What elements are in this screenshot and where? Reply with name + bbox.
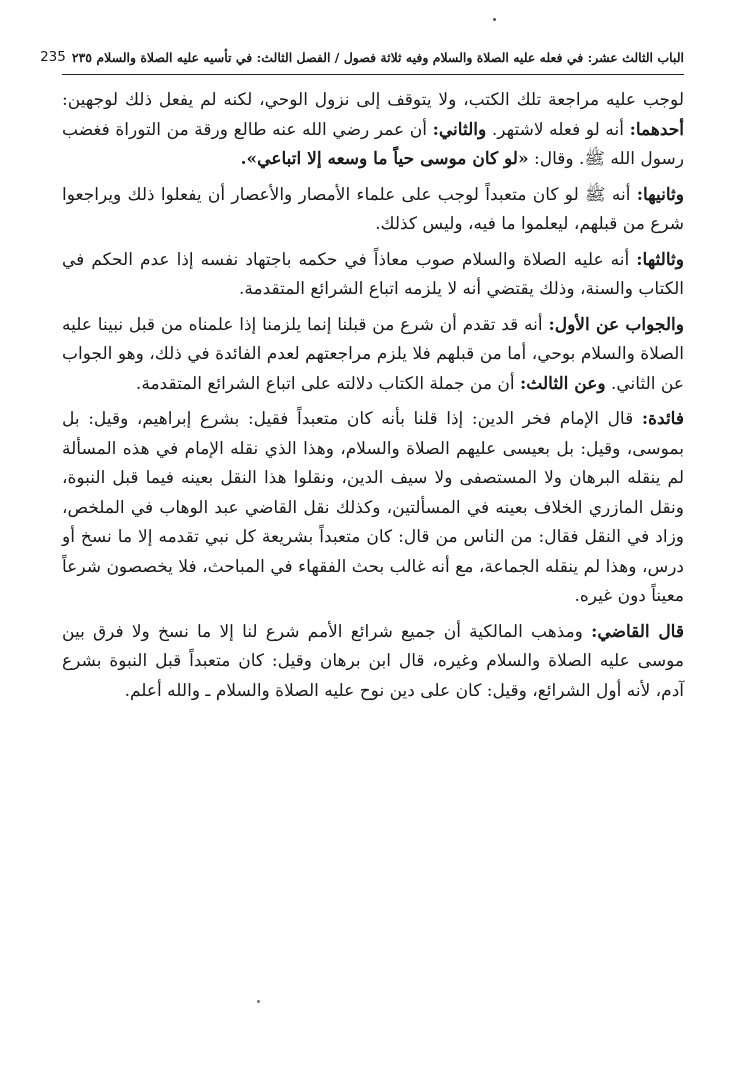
paragraph-lead: قال القاضي: <box>591 621 684 642</box>
paragraph-lead: وعن الثالث: <box>520 373 606 394</box>
page-number: 235 <box>40 49 66 65</box>
paragraph-3 <box>62 246 684 305</box>
paragraph-text: ومذهب المالكية أن جميع شرائع الأمم شرع لنا إلا ما نسخ ولا فرق بين موسى عليه الصلاة والسلام وغيره، قال ابن برهان وقيل: كان متعبداً قبل النبوة بشرع آدم، لأنه أول الشرائع، وقيل: كان على دين نوح عليه الصلاة والسلام ـ والله أعلم. <box>62 621 684 701</box>
paragraph-text: أنه عليه الصلاة والسلام صوب معاذاً في حكمه باجتهاد نفسه إذا عدم الحكم في الكتاب والسنة، وذلك يقتضي أنه لا يلزمه اتباع الشرائع المتقدمة. <box>62 249 684 299</box>
paragraph-5 <box>62 405 684 612</box>
scan-speck <box>257 1000 260 1003</box>
paragraph-lead: فائدة: <box>641 409 684 429</box>
paragraph-text: أن من جملة الكتاب دلالته على اتباع الشرائع المتقدمة. <box>135 373 520 394</box>
running-title: الباب الثالث عشر: في فعله عليه الصلاة والسلام وفيه ثلاثة فصول / الفصل الثالث: في تأسيه عليه الصلاة والسلام ٢٣٥ <box>71 49 684 65</box>
hadith-quote: «لو كان موسى حياً ما وسعه إلا اتباعي». <box>240 149 529 169</box>
paragraph-text: أن عمر رضي الله عنه طالع ورقة من التوراة فغضب رسول الله ﷺ. وقال: <box>62 119 684 169</box>
paragraph-text: أنه ﷺ لو كان متعبداً لوجب على علماء الأمصار والأعصار أن يفعلوا ذلك ويراجعوا شرع من قبلهم، ليعلموا ما فيه، وليس كذلك. <box>62 184 684 234</box>
paragraph-lead: أحدهما: <box>629 119 684 140</box>
body-text <box>62 86 684 712</box>
paragraph-lead: وثانيها: <box>636 184 684 205</box>
page-header <box>40 40 684 75</box>
paragraph-lead: والجواب عن الأول: <box>548 314 684 335</box>
scan-speck <box>493 18 496 21</box>
paragraph-lead: والثاني: <box>432 119 487 140</box>
paragraph-2 <box>62 181 684 240</box>
paragraph-text: لوجب عليه مراجعة تلك الكتب، ولا يتوقف إلى نزول الوحي، لكنه لم يفعل ذلك لوجهين: <box>62 90 684 110</box>
paragraph-lead: وثالثها: <box>636 249 684 270</box>
paragraph-1 <box>62 86 684 175</box>
paragraph-text: قال الإمام فخر الدين: إذا قلنا بأنه كان متعبداً فقيل: بشرع إبراهيم، وقيل: بل بموسى، وقيل: بل بعيسى عليهم الصلاة والسلام، وهذا الذي نقله الإمام في هذه المسألة لم ينقله البرهان ولا المستصفى ولا سيف الدين، ونقلوا هذا النقل بعينه فيما قبل النبوة، ونقل المازري الخلاف بعينه في المسألتين، وكذلك نقل القاضي عبد الوهاب في الملخص، وزاد في النقل فقال: من الناس من قال: كان متعبداً بشريعة كل نبي تقدمه إلا ما نسخ أو درس، وهذا لم ينقله الجماعة، مع أنه غالب بحث الفقهاء في المباحث، فلا يخصصون شرعاً معيناً دون غيره. <box>62 409 684 606</box>
paragraph-6 <box>62 618 684 707</box>
paragraph-text: أنه لو فعله لاشتهر. <box>486 119 630 140</box>
paragraph-4 <box>62 311 684 400</box>
paragraph-text: أنه قد تقدم أن شرع من قبلنا إنما يلزمنا إذا علمناه من قبل نبينا عليه الصلاة والسلام بوحي، أما من قبلهم فلا يلزم مراجعتهم لعدم الفائدة في ذلك، وهو الجواب عن الثاني. <box>62 314 684 394</box>
